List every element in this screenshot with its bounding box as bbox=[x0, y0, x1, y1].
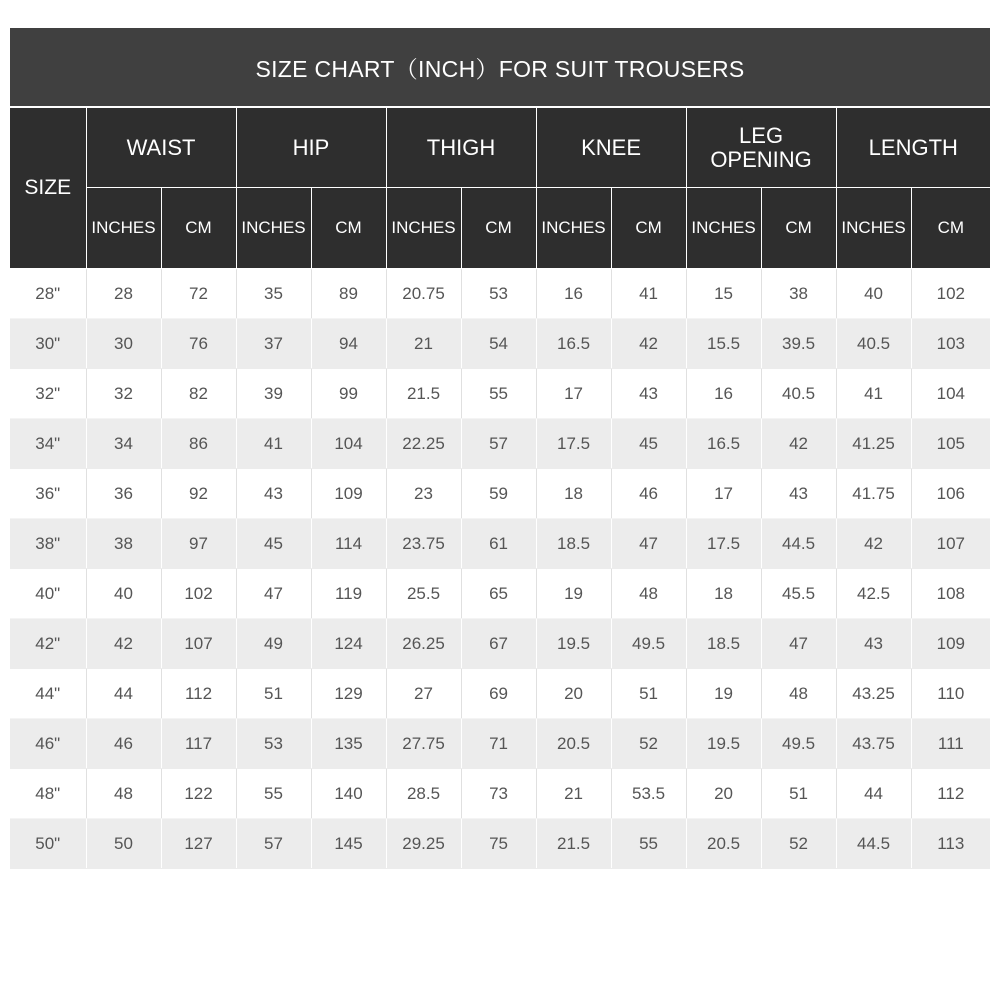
thigh-inches-cell: 27.75 bbox=[386, 719, 461, 769]
length-inches-cell: 44.5 bbox=[836, 819, 911, 869]
table-row bbox=[10, 619, 990, 669]
knee-cm-cell: 41 bbox=[611, 269, 686, 319]
table-row bbox=[10, 319, 990, 369]
leg-opening-inches-cell: 18.5 bbox=[686, 619, 761, 669]
waist-header: WAIST bbox=[86, 108, 236, 188]
thigh-inches-cell: 21.5 bbox=[386, 369, 461, 419]
size-header: SIZE bbox=[10, 108, 86, 269]
thigh-cm-cell: 71 bbox=[461, 719, 536, 769]
size-cell: 28" bbox=[10, 269, 86, 319]
thigh-cm-cell: 59 bbox=[461, 469, 536, 519]
knee-cm-cell: 42 bbox=[611, 319, 686, 369]
waist-inches-cell: 38 bbox=[86, 519, 161, 569]
size-cell: 40" bbox=[10, 569, 86, 619]
length-cm-cell: 104 bbox=[911, 369, 990, 419]
thigh-inches-cell: 27 bbox=[386, 669, 461, 719]
thigh-inches-cell: 25.5 bbox=[386, 569, 461, 619]
hip-cm-cell: 109 bbox=[311, 469, 386, 519]
thigh-cm-cell: 73 bbox=[461, 769, 536, 819]
length-cm-cell: 112 bbox=[911, 769, 990, 819]
thigh-cm-cell: 69 bbox=[461, 669, 536, 719]
leg-opening-label: LEG OPENING bbox=[710, 122, 812, 172]
waist-cm-cell: 97 bbox=[161, 519, 236, 569]
knee-cm-cell: 55 bbox=[611, 819, 686, 869]
length-cm-cell: 105 bbox=[911, 419, 990, 469]
table-row bbox=[10, 469, 990, 519]
thigh-cm-header: CM bbox=[461, 188, 536, 269]
thigh-header: THIGH bbox=[386, 108, 536, 188]
knee-cm-cell: 51 bbox=[611, 669, 686, 719]
leg-opening-inches-cell: 16 bbox=[686, 369, 761, 419]
waist-inches-cell: 42 bbox=[86, 619, 161, 669]
hip-cm-cell: 114 bbox=[311, 519, 386, 569]
length-inches-cell: 42 bbox=[836, 519, 911, 569]
size-cell: 42" bbox=[10, 619, 86, 669]
waist-cm-cell: 72 bbox=[161, 269, 236, 319]
size-cell: 48" bbox=[10, 769, 86, 819]
hip-cm-cell: 89 bbox=[311, 269, 386, 319]
knee-inches-header: INCHES bbox=[536, 188, 611, 269]
knee-cm-cell: 52 bbox=[611, 719, 686, 769]
length-cm-cell: 110 bbox=[911, 669, 990, 719]
thigh-cm-cell: 65 bbox=[461, 569, 536, 619]
header-group-row bbox=[10, 108, 990, 188]
hip-inches-cell: 39 bbox=[236, 369, 311, 419]
leg-opening-inches-cell: 15 bbox=[686, 269, 761, 319]
hip-cm-cell: 119 bbox=[311, 569, 386, 619]
knee-cm-header: CM bbox=[611, 188, 686, 269]
length-inches-cell: 41 bbox=[836, 369, 911, 419]
length-inches-cell: 44 bbox=[836, 769, 911, 819]
size-table bbox=[10, 107, 990, 869]
leg-opening-cm-cell: 42 bbox=[761, 419, 836, 469]
hip-cm-cell: 124 bbox=[311, 619, 386, 669]
waist-inches-cell: 40 bbox=[86, 569, 161, 619]
length-cm-cell: 103 bbox=[911, 319, 990, 369]
leg-opening-inches-cell: 20.5 bbox=[686, 819, 761, 869]
size-cell: 46" bbox=[10, 719, 86, 769]
leg-opening-cm-cell: 52 bbox=[761, 819, 836, 869]
waist-inches-cell: 48 bbox=[86, 769, 161, 819]
thigh-cm-cell: 55 bbox=[461, 369, 536, 419]
table-row bbox=[10, 519, 990, 569]
hip-inches-cell: 49 bbox=[236, 619, 311, 669]
hip-inches-cell: 35 bbox=[236, 269, 311, 319]
leg-opening-cm-cell: 51 bbox=[761, 769, 836, 819]
waist-cm-header: CM bbox=[161, 188, 236, 269]
size-cell: 34" bbox=[10, 419, 86, 469]
table-body bbox=[10, 269, 990, 869]
thigh-inches-cell: 21 bbox=[386, 319, 461, 369]
waist-inches-cell: 30 bbox=[86, 319, 161, 369]
knee-inches-cell: 16.5 bbox=[536, 319, 611, 369]
chart-title: SIZE CHART（INCH）FOR SUIT TROUSERS bbox=[10, 28, 990, 107]
size-cell: 30" bbox=[10, 319, 86, 369]
thigh-cm-cell: 75 bbox=[461, 819, 536, 869]
length-cm-cell: 111 bbox=[911, 719, 990, 769]
thigh-inches-header: INCHES bbox=[386, 188, 461, 269]
knee-inches-cell: 19 bbox=[536, 569, 611, 619]
leg-opening-cm-header: CM bbox=[761, 188, 836, 269]
length-inches-cell: 43.75 bbox=[836, 719, 911, 769]
thigh-cm-cell: 57 bbox=[461, 419, 536, 469]
hip-inches-cell: 53 bbox=[236, 719, 311, 769]
length-inches-cell: 43.25 bbox=[836, 669, 911, 719]
leg-opening-cm-cell: 39.5 bbox=[761, 319, 836, 369]
waist-cm-cell: 82 bbox=[161, 369, 236, 419]
thigh-cm-cell: 54 bbox=[461, 319, 536, 369]
length-inches-cell: 43 bbox=[836, 619, 911, 669]
leg-opening-cm-cell: 38 bbox=[761, 269, 836, 319]
thigh-inches-cell: 28.5 bbox=[386, 769, 461, 819]
waist-cm-cell: 107 bbox=[161, 619, 236, 669]
hip-cm-cell: 135 bbox=[311, 719, 386, 769]
knee-cm-cell: 43 bbox=[611, 369, 686, 419]
leg-opening-cm-cell: 47 bbox=[761, 619, 836, 669]
length-cm-cell: 109 bbox=[911, 619, 990, 669]
table-row bbox=[10, 369, 990, 419]
hip-inches-cell: 37 bbox=[236, 319, 311, 369]
waist-cm-cell: 117 bbox=[161, 719, 236, 769]
hip-cm-cell: 99 bbox=[311, 369, 386, 419]
waist-inches-cell: 50 bbox=[86, 819, 161, 869]
waist-cm-cell: 92 bbox=[161, 469, 236, 519]
leg-opening-inches-cell: 17 bbox=[686, 469, 761, 519]
thigh-inches-cell: 20.75 bbox=[386, 269, 461, 319]
length-cm-cell: 113 bbox=[911, 819, 990, 869]
length-inches-cell: 41.25 bbox=[836, 419, 911, 469]
table-header bbox=[10, 108, 990, 269]
thigh-cm-cell: 61 bbox=[461, 519, 536, 569]
hip-inches-cell: 57 bbox=[236, 819, 311, 869]
waist-inches-cell: 36 bbox=[86, 469, 161, 519]
length-inches-cell: 42.5 bbox=[836, 569, 911, 619]
hip-cm-cell: 145 bbox=[311, 819, 386, 869]
thigh-inches-cell: 23 bbox=[386, 469, 461, 519]
hip-inches-cell: 55 bbox=[236, 769, 311, 819]
size-cell: 36" bbox=[10, 469, 86, 519]
hip-header: HIP bbox=[236, 108, 386, 188]
table-row bbox=[10, 569, 990, 619]
waist-cm-cell: 102 bbox=[161, 569, 236, 619]
hip-cm-cell: 104 bbox=[311, 419, 386, 469]
leg-opening-inches-cell: 16.5 bbox=[686, 419, 761, 469]
knee-inches-cell: 19.5 bbox=[536, 619, 611, 669]
knee-cm-cell: 48 bbox=[611, 569, 686, 619]
hip-cm-cell: 140 bbox=[311, 769, 386, 819]
waist-inches-cell: 32 bbox=[86, 369, 161, 419]
hip-cm-cell: 94 bbox=[311, 319, 386, 369]
hip-inches-header: INCHES bbox=[236, 188, 311, 269]
waist-inches-cell: 28 bbox=[86, 269, 161, 319]
thigh-inches-cell: 29.25 bbox=[386, 819, 461, 869]
hip-inches-cell: 51 bbox=[236, 669, 311, 719]
thigh-inches-cell: 22.25 bbox=[386, 419, 461, 469]
knee-inches-cell: 20.5 bbox=[536, 719, 611, 769]
waist-inches-cell: 46 bbox=[86, 719, 161, 769]
waist-inches-header: INCHES bbox=[86, 188, 161, 269]
leg-opening-header bbox=[686, 108, 836, 188]
waist-cm-cell: 86 bbox=[161, 419, 236, 469]
size-cell: 44" bbox=[10, 669, 86, 719]
length-inches-cell: 40 bbox=[836, 269, 911, 319]
knee-cm-cell: 53.5 bbox=[611, 769, 686, 819]
thigh-inches-cell: 26.25 bbox=[386, 619, 461, 669]
length-inches-cell: 41.75 bbox=[836, 469, 911, 519]
hip-inches-cell: 41 bbox=[236, 419, 311, 469]
hip-cm-cell: 129 bbox=[311, 669, 386, 719]
table-row bbox=[10, 769, 990, 819]
knee-cm-cell: 46 bbox=[611, 469, 686, 519]
knee-inches-cell: 18 bbox=[536, 469, 611, 519]
length-inches-cell: 40.5 bbox=[836, 319, 911, 369]
leg-opening-inches-cell: 15.5 bbox=[686, 319, 761, 369]
knee-cm-cell: 45 bbox=[611, 419, 686, 469]
leg-opening-cm-cell: 45.5 bbox=[761, 569, 836, 619]
length-cm-cell: 107 bbox=[911, 519, 990, 569]
waist-cm-cell: 122 bbox=[161, 769, 236, 819]
knee-inches-cell: 20 bbox=[536, 669, 611, 719]
length-cm-cell: 102 bbox=[911, 269, 990, 319]
table-row bbox=[10, 669, 990, 719]
leg-opening-inches-cell: 19 bbox=[686, 669, 761, 719]
thigh-cm-cell: 53 bbox=[461, 269, 536, 319]
hip-inches-cell: 45 bbox=[236, 519, 311, 569]
header-unit-row bbox=[10, 188, 990, 269]
thigh-cm-cell: 67 bbox=[461, 619, 536, 669]
leg-opening-inches-cell: 17.5 bbox=[686, 519, 761, 569]
waist-cm-cell: 112 bbox=[161, 669, 236, 719]
leg-opening-cm-cell: 44.5 bbox=[761, 519, 836, 569]
knee-header: KNEE bbox=[536, 108, 686, 188]
knee-inches-cell: 21.5 bbox=[536, 819, 611, 869]
knee-cm-cell: 49.5 bbox=[611, 619, 686, 669]
leg-opening-cm-cell: 43 bbox=[761, 469, 836, 519]
leg-opening-cm-cell: 49.5 bbox=[761, 719, 836, 769]
waist-cm-cell: 127 bbox=[161, 819, 236, 869]
hip-inches-cell: 43 bbox=[236, 469, 311, 519]
table-row bbox=[10, 819, 990, 869]
table-row bbox=[10, 419, 990, 469]
thigh-inches-cell: 23.75 bbox=[386, 519, 461, 569]
knee-inches-cell: 17 bbox=[536, 369, 611, 419]
size-cell: 32" bbox=[10, 369, 86, 419]
knee-inches-cell: 21 bbox=[536, 769, 611, 819]
length-cm-cell: 106 bbox=[911, 469, 990, 519]
knee-inches-cell: 17.5 bbox=[536, 419, 611, 469]
hip-cm-header: CM bbox=[311, 188, 386, 269]
knee-cm-cell: 47 bbox=[611, 519, 686, 569]
size-cell: 50" bbox=[10, 819, 86, 869]
leg-opening-inches-header: INCHES bbox=[686, 188, 761, 269]
table-row bbox=[10, 269, 990, 319]
table-row bbox=[10, 719, 990, 769]
leg-opening-inches-cell: 20 bbox=[686, 769, 761, 819]
size-chart bbox=[10, 28, 990, 869]
leg-opening-inches-cell: 18 bbox=[686, 569, 761, 619]
knee-inches-cell: 16 bbox=[536, 269, 611, 319]
leg-opening-inches-cell: 19.5 bbox=[686, 719, 761, 769]
length-cm-cell: 108 bbox=[911, 569, 990, 619]
knee-inches-cell: 18.5 bbox=[536, 519, 611, 569]
waist-inches-cell: 44 bbox=[86, 669, 161, 719]
hip-inches-cell: 47 bbox=[236, 569, 311, 619]
leg-opening-cm-cell: 48 bbox=[761, 669, 836, 719]
length-inches-header: INCHES bbox=[836, 188, 911, 269]
length-cm-header: CM bbox=[911, 188, 990, 269]
length-header: LENGTH bbox=[836, 108, 990, 188]
size-cell: 38" bbox=[10, 519, 86, 569]
waist-inches-cell: 34 bbox=[86, 419, 161, 469]
waist-cm-cell: 76 bbox=[161, 319, 236, 369]
leg-opening-cm-cell: 40.5 bbox=[761, 369, 836, 419]
